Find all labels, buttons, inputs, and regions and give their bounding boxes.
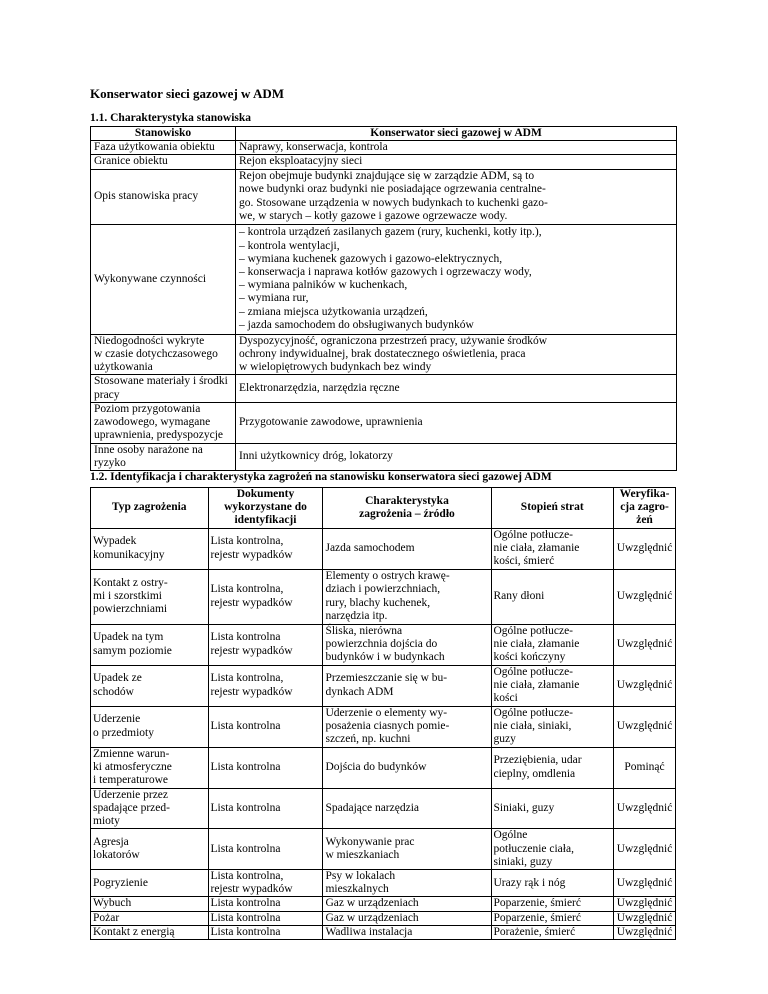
identification-documents — [208, 624, 323, 665]
table-row — [91, 869, 676, 896]
hazard-verification: Pominąć — [614, 747, 676, 788]
hazard-source-line: budynków i w budynkach — [325, 651, 445, 664]
loss-degree — [491, 869, 614, 896]
row-value-line: nowe budynki oraz budynki nie posiadające ogrzewania centralne- — [239, 183, 546, 196]
loss-degree-line: Porażenie, śmierć — [493, 925, 576, 938]
hazard-source-line: posażenia ciasnych pomie- — [325, 720, 450, 733]
hazard-type — [91, 665, 209, 706]
hazard-type-line: Pogryzienie — [93, 876, 148, 889]
hazard-verification: Uwzględnić — [614, 788, 676, 829]
hazard-source-line: szczeń, np. kuchni — [325, 733, 411, 746]
hazard-type — [91, 569, 209, 624]
table-row — [91, 665, 676, 706]
row-label-line: Inne osoby narażone na — [94, 443, 203, 456]
hazard-verification: Uwzględnić — [614, 869, 676, 896]
hazard-verification: Uwzględnić — [614, 911, 676, 925]
table-row — [91, 706, 676, 747]
hazard-source-line: w mieszkaniach — [325, 849, 400, 862]
loss-degree — [491, 829, 614, 870]
hazard-type-line: powierzchniami — [93, 603, 168, 616]
hazard-source-line: Psy w lokalach — [325, 869, 396, 882]
row-value-line: – zmiana miejsca użytkowania urządzeń, — [239, 305, 428, 318]
row-value-line: Inni użytkownicy dróg, lokatorzy — [239, 450, 393, 463]
hazard-verification: Uwzględnić — [614, 528, 676, 569]
identification-documents — [208, 528, 323, 569]
document-line: rejestr wypadków — [210, 644, 293, 657]
loss-degree-line: Ogólne potłucze- — [493, 706, 574, 719]
row-value — [236, 443, 677, 470]
row-label — [91, 141, 236, 155]
table-row — [91, 569, 676, 624]
row-label — [91, 375, 236, 402]
hazard-type-line: mioty — [93, 815, 120, 828]
loss-degree — [491, 665, 614, 706]
hazard-source — [323, 665, 491, 706]
hazard-table-body — [91, 528, 676, 939]
row-label-line: uprawnienia, predyspozycje — [94, 429, 224, 442]
loss-degree-line: nie ciała, siniaki, — [493, 720, 572, 733]
hazard-source — [323, 569, 491, 624]
row-label-line: Faza użytkowania obiektu — [94, 141, 215, 154]
hazard-type-line: Kontakt z ostry- — [93, 576, 168, 589]
hazard-source-line: Wadliwa instalacja — [325, 925, 413, 938]
hazard-verification: Uwzględnić — [614, 569, 676, 624]
identification-documents — [208, 706, 323, 747]
hazard-source-line: Elementy o ostrych krawę- — [325, 570, 450, 583]
row-label — [91, 402, 236, 443]
loss-degree-line: Ogólne potłucze- — [493, 528, 574, 541]
identification-documents — [208, 897, 323, 911]
row-label-line: w czasie dotychczasowego — [94, 347, 218, 360]
loss-degree — [491, 624, 614, 665]
loss-degree-line: Urazy rąk i nóg — [493, 876, 566, 889]
identification-documents — [208, 747, 323, 788]
row-value-line: w wielopiętrowych budynkach bez windy — [239, 361, 432, 374]
loss-degree-line: Siniaki, guzy — [493, 801, 555, 814]
row-value-line: ochrony indywidualnej, brak dostatecznego oświetlenia, praca — [239, 347, 526, 360]
document-line: Lista kontrolna — [210, 801, 281, 814]
row-label — [91, 443, 236, 470]
hazard-source-line: Spadające narzędzia — [325, 801, 420, 814]
hazard-type-line: Upadek ze — [93, 672, 142, 685]
document-line: rejestr wypadków — [210, 685, 293, 698]
document-line: rejestr wypadków — [210, 596, 293, 609]
row-value — [236, 141, 677, 155]
row-label-line: zawodowego, wymagane — [94, 416, 211, 429]
row-value-line: – wymiana kuchenek gazowych i gazowo-elektrycznych, — [239, 252, 503, 265]
hazard-type-line: Wypadek — [93, 535, 137, 548]
hazard-source-line: Gaz w urządzeniach — [325, 911, 419, 924]
hazard-type-line: Pożar — [93, 911, 120, 924]
row-value-line: Przygotowanie zawodowe, uprawnienia — [239, 416, 423, 429]
workstation-characteristics-table — [90, 126, 677, 471]
document-line: Lista kontrolna, — [210, 583, 284, 596]
loss-degree-line: Poparzenie, śmierć — [493, 911, 581, 924]
column-header-line: Typ zagrożenia — [111, 501, 187, 514]
hazard-type-line: Agresja — [93, 835, 129, 848]
hazard-type — [91, 747, 209, 788]
row-label-line: Opis stanowiska pracy — [94, 190, 199, 203]
table-row — [91, 224, 677, 334]
row-value-line: – kontrola urządzeń zasilanych gazem (rury, kuchenki, kotły itp.), — [239, 226, 542, 239]
row-label — [91, 224, 236, 334]
row-value-line: Naprawy, konserwacja, kontrola — [239, 141, 388, 154]
hazard-type — [91, 911, 209, 925]
loss-degree — [491, 747, 614, 788]
hazard-type-line: o przedmioty — [93, 726, 154, 739]
document-line: Lista kontrolna — [210, 897, 281, 910]
hazard-source — [323, 897, 491, 911]
column-header-line: Weryfika- — [619, 488, 670, 500]
row-label-line: użytkowania — [94, 361, 153, 374]
identification-documents — [208, 569, 323, 624]
loss-degree — [491, 788, 614, 829]
hazard-source — [323, 911, 491, 925]
table-row — [91, 829, 676, 870]
hazard-type-line: Uderzenie — [93, 713, 141, 726]
hazard-type-line: lokatorów — [93, 849, 140, 862]
loss-degree — [491, 528, 614, 569]
hazard-type-line: Uderzenie przez — [93, 788, 169, 801]
hazard-source — [323, 528, 491, 569]
table-row — [91, 443, 677, 470]
hazard-type-line: Kontakt z energią — [93, 925, 175, 938]
document-line: Lista kontrolna — [210, 720, 281, 733]
hazard-source-line: Dojścia do budynków — [325, 761, 427, 774]
document-line: Lista kontrolna — [210, 911, 281, 924]
loss-degree-line: Rany dłoni — [493, 590, 545, 603]
hazard-type — [91, 869, 209, 896]
hazard-type-line: mi i szorstkimi — [93, 590, 162, 603]
hazard-source-line: Uderzenie o elementy wy- — [325, 706, 448, 719]
hazard-type — [91, 706, 209, 747]
document-line: rejestr wypadków — [210, 883, 293, 896]
row-value-line: Rejon eksploatacyjny sieci — [239, 155, 363, 168]
hazard-source — [323, 869, 491, 896]
workstation-table-body — [91, 141, 677, 471]
row-value-line: Dyspozycyjność, ograniczona przestrzeń pracy, używanie środków — [239, 334, 548, 347]
column-header — [323, 488, 491, 529]
document-title: Konserwator sieci gazowej w ADM — [90, 86, 284, 101]
table-row — [91, 402, 677, 443]
column-header — [208, 488, 323, 529]
row-value-line: Rejon obejmuje budynki znajdujące się w zarządzie ADM, są to — [239, 170, 535, 183]
hazard-source-line: powierzchnia dojścia do — [325, 638, 438, 651]
row-label — [91, 334, 236, 375]
row-value — [236, 155, 677, 169]
row-label-line: Niedogodności wykryte — [94, 334, 205, 347]
document-line: Lista kontrolna — [210, 842, 281, 855]
loss-degree-line: guzy — [493, 733, 516, 746]
column-header — [491, 488, 614, 529]
hazard-source — [323, 788, 491, 829]
column-header-line: zagrożenia – źródło — [359, 507, 455, 520]
document-line: Lista kontrolna, — [210, 535, 284, 548]
row-value — [236, 169, 677, 224]
table-header-row — [91, 488, 676, 529]
hazard-source — [323, 747, 491, 788]
loss-degree-line: potłuczenie ciała, — [493, 842, 574, 855]
hazard-identification-table — [90, 487, 676, 940]
hazard-verification: Uwzględnić — [614, 624, 676, 665]
table-row — [91, 925, 676, 939]
row-value-line: Elektronarzędzia, narzędzia ręczne — [239, 381, 400, 394]
identification-documents — [208, 665, 323, 706]
document-line: rejestr wypadków — [210, 548, 293, 561]
row-label-line: Poziom przygotowania — [94, 402, 201, 415]
column-header-line: identyfikacji — [234, 514, 297, 527]
column-header-line: Dokumenty — [236, 488, 295, 500]
document-line: Lista kontrolna — [210, 631, 281, 644]
row-label-line: ryzyko — [94, 456, 126, 469]
document-line: Lista kontrolna, — [210, 672, 284, 685]
identification-documents — [208, 788, 323, 829]
row-value — [236, 334, 677, 375]
table-header-row — [91, 127, 677, 141]
hazard-type — [91, 788, 209, 829]
table-row — [91, 141, 677, 155]
table-row — [91, 911, 676, 925]
hazard-source-line: Śliska, nierówna — [325, 624, 403, 637]
hazard-verification: Uwzględnić — [614, 925, 676, 939]
table-row — [91, 897, 676, 911]
loss-degree-line: Ogólne — [493, 829, 528, 842]
hazard-source-line: Przemieszczanie się w bu- — [325, 672, 448, 685]
table-row — [91, 788, 676, 829]
hazard-source-line: dziach i powierzchniach, — [325, 583, 441, 596]
column-header-line: cja zagro- — [620, 501, 669, 514]
hazard-source — [323, 624, 491, 665]
column-header-line: wykorzystane do — [224, 501, 307, 514]
row-label — [91, 169, 236, 224]
table-row — [91, 155, 677, 169]
loss-degree-line: Przeziębienia, udar — [493, 754, 582, 767]
hazard-type — [91, 925, 209, 939]
table-row — [91, 169, 677, 224]
row-label-line: pracy — [94, 388, 120, 401]
table-row — [91, 624, 676, 665]
hazard-source-line: rury, blachy kuchenek, — [325, 596, 431, 609]
hazard-verification: Uwzględnić — [614, 897, 676, 911]
header-cell: Konserwator sieci gazowej w ADM — [236, 127, 677, 141]
row-value-line: – wymiana palników w kuchenkach, — [239, 279, 408, 292]
document-line: Lista kontrolna — [210, 761, 281, 774]
hazard-source-line: narzędzia itp. — [325, 609, 388, 622]
row-value-line: – konserwacja i naprawa kotłów gazowych i ogrzewaczy wody, — [239, 265, 532, 278]
hazard-type-line: komunikacyjny — [93, 548, 165, 561]
hazard-type-line: i temperaturowe — [93, 774, 169, 787]
identification-documents — [208, 829, 323, 870]
identification-documents — [208, 925, 323, 939]
table-row — [91, 375, 677, 402]
loss-degree-line: nie ciała, złamanie — [493, 679, 580, 692]
document-line: Lista kontrolna, — [210, 869, 284, 882]
row-label-line: Wykonywane czynności — [94, 272, 207, 285]
column-header — [91, 488, 209, 529]
loss-degree — [491, 897, 614, 911]
hazard-type-line: Wybuch — [93, 897, 132, 910]
hazard-source-line: Wykonywanie prac — [325, 835, 415, 848]
row-label — [91, 155, 236, 169]
table-row — [91, 528, 676, 569]
row-value-line: – jazda samochodem do obsługiwanych budynków — [239, 318, 474, 331]
hazard-source-line: Jazda samochodem — [325, 542, 415, 555]
loss-degree-line: siniaki, guzy — [493, 855, 553, 868]
hazard-verification: Uwzględnić — [614, 665, 676, 706]
identification-documents — [208, 869, 323, 896]
row-label-line: Stosowane materiały i środki — [94, 375, 228, 388]
loss-degree-line: Poparzenie, śmierć — [493, 897, 581, 910]
loss-degree — [491, 911, 614, 925]
hazard-type-line: spadające przed- — [93, 801, 170, 814]
row-value-line: go. Stosowane urządzenia w nowych budynkach to kuchenki gazo- — [239, 196, 548, 209]
hazard-verification: Uwzględnić — [614, 829, 676, 870]
column-header-line: Stopień strat — [520, 501, 584, 514]
hazard-type — [91, 897, 209, 911]
section-2-title: 1.2. Identyfikacja i charakterystyka zagrożeń na stanowisku konserwatora sieci gazowej ADM — [90, 471, 552, 483]
hazard-type-line: Upadek na tym — [93, 631, 164, 644]
hazard-type-line: Zmienne warun- — [93, 747, 170, 760]
table-row — [91, 747, 676, 788]
column-header-line: Charakterystyka — [365, 494, 449, 507]
header-cell: Stanowisko — [91, 127, 236, 141]
hazard-source-line: mieszkalnych — [325, 883, 389, 896]
hazard-source — [323, 829, 491, 870]
hazard-type — [91, 829, 209, 870]
hazard-source-line: Gaz w urządzeniach — [325, 897, 419, 910]
row-value-line: – kontrola wentylacji, — [239, 239, 340, 252]
loss-degree — [491, 569, 614, 624]
loss-degree — [491, 706, 614, 747]
section-1-title: 1.1. Charakterystyka stanowiska — [90, 112, 252, 124]
column-header-line: żeń — [636, 514, 653, 527]
loss-degree-line: kości kończyny — [493, 651, 566, 664]
row-label-line: Granice obiektu — [94, 155, 168, 168]
loss-degree-line: Ogólne potłucze- — [493, 624, 574, 637]
document-line: Lista kontrolna — [210, 925, 281, 938]
hazard-type — [91, 528, 209, 569]
loss-degree-line: kości, śmierć — [493, 555, 555, 568]
loss-degree-line: Ogólne potłucze- — [493, 665, 574, 678]
table-row — [91, 334, 677, 375]
hazard-source — [323, 925, 491, 939]
row-value-line: we, w starych – kotły gazowe i gazowe ogrzewacze wody. — [239, 209, 508, 222]
loss-degree-line: kości — [493, 692, 518, 705]
hazard-source-line: dynkach ADM — [325, 685, 394, 698]
row-value — [236, 375, 677, 402]
hazard-source — [323, 706, 491, 747]
hazard-type-line: schodów — [93, 685, 134, 698]
loss-degree-line: nie ciała, złamanie — [493, 638, 580, 651]
row-value — [236, 224, 677, 334]
hazard-type — [91, 624, 209, 665]
loss-degree-line: nie ciała, złamanie — [493, 542, 580, 555]
hazard-type-line: samym poziomie — [93, 644, 172, 657]
row-value-line: – wymiana rur, — [239, 292, 309, 305]
loss-degree — [491, 925, 614, 939]
row-value — [236, 402, 677, 443]
loss-degree-line: cieplny, omdlenia — [493, 767, 576, 780]
hazard-type-line: ki atmosferyczne — [93, 761, 172, 774]
column-header — [614, 488, 676, 529]
hazard-verification: Uwzględnić — [614, 706, 676, 747]
identification-documents — [208, 911, 323, 925]
